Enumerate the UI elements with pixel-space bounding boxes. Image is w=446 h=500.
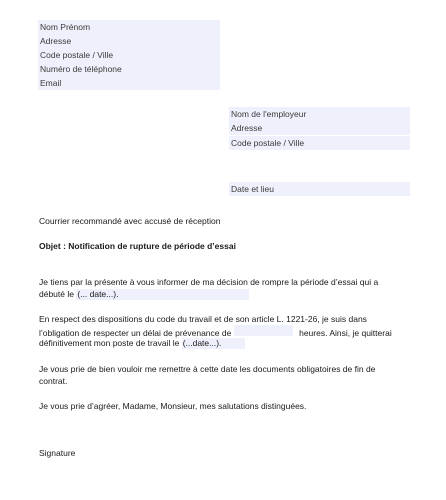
date-place-field[interactable]: Date et lieu xyxy=(229,182,410,196)
notice-hours-field[interactable] xyxy=(234,325,293,336)
sender-address-field[interactable]: Adresse xyxy=(38,34,220,48)
paragraph2-line1: En respect des dispositions du code du travail et de son article L. 1221-26, je suis dans xyxy=(39,314,367,324)
registered-mail-line: Courrier recommandé avec accusé de réception xyxy=(39,216,221,226)
sender-email-field[interactable]: Email xyxy=(38,76,220,90)
sender-phone-field[interactable]: Numéro de téléphone xyxy=(38,62,220,76)
paragraph1-line2-prefix: débuté le xyxy=(39,289,77,299)
paragraph1-line2 xyxy=(39,288,249,301)
closing-line: Je vous prie d’agréer, Madame, Monsieur, mes salutations distinguées. xyxy=(39,401,307,411)
sender-name-field[interactable]: Nom Prénom xyxy=(38,20,220,34)
subject-line: Objet : Notification de rupture de période d’essai xyxy=(39,241,236,251)
paragraph2-line3-prefix: définitivement mon poste de travail le xyxy=(39,338,182,348)
employer-name-field[interactable]: Nom de l'employeur xyxy=(229,107,410,121)
employer-postal-city-field[interactable]: Code postale / Ville xyxy=(229,136,410,150)
paragraph3-line2: contrat. xyxy=(39,376,68,386)
paragraph2-line2-suffix: heures. Ainsi, je quitterai xyxy=(299,328,392,338)
paragraph3-line1: Je vous prie de bien vouloir me remettre à cette date les documents obligatoires de fin de xyxy=(39,364,376,374)
signature-line: Signature xyxy=(39,448,76,458)
sender-postal-city-field[interactable]: Code postale / Ville xyxy=(38,48,220,62)
paragraph2-line3 xyxy=(39,337,245,350)
end-date-field[interactable]: (...date...). xyxy=(182,338,245,349)
start-date-field[interactable]: (... date...). xyxy=(76,289,249,300)
employer-address-field[interactable]: Adresse xyxy=(229,121,410,135)
paragraph2-line2-prefix: l’obligation de respecter un délai de prévenance de xyxy=(39,328,232,338)
paragraph1-line1: Je tiens par la présente à vous informer de ma décision de rompre la période d’essai qui a xyxy=(39,277,379,287)
